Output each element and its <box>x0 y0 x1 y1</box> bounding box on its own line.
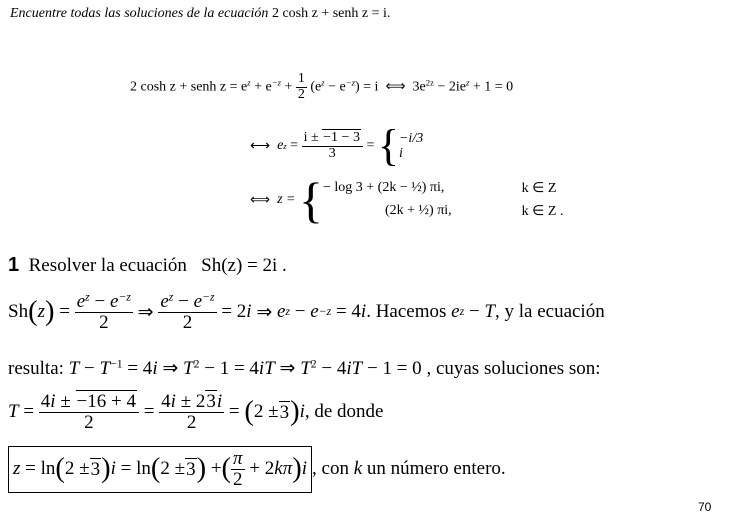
line2-arrow: ⟷ <box>250 138 271 154</box>
line1-paren-c: ) = i <box>355 79 379 95</box>
case-2b: (2k + ½) πi, <box>384 203 452 218</box>
sol-line3-tail: , de donde <box>304 401 384 423</box>
sh-fraction-1: $\frac{e^z - e^{-z}}{2}$ <box>76 290 131 333</box>
solution-line-4 <box>8 446 506 493</box>
page-number: 70 <box>698 500 712 514</box>
derivation-line-2: ⟷ e z = $\frac{i \pm -1 - 3}{3}$ = { −i/3 i <box>250 121 424 170</box>
cases-1 <box>399 131 423 162</box>
cases-2 <box>323 180 563 220</box>
line1-mid-b: + <box>280 79 296 95</box>
root-fraction-den: 3 <box>328 145 336 161</box>
problem-statement <box>10 6 390 22</box>
half-num: 1 <box>297 71 305 86</box>
sol-line1-tail: . Hacemos <box>366 301 447 323</box>
case-1b: i <box>398 146 403 161</box>
line2-lhs: e <box>277 138 284 153</box>
problem-2-header <box>8 254 287 277</box>
sh-fraction-2: $\frac{e^z - e^{-z}}{2}$ <box>160 290 215 333</box>
case-2a: − log 3 + (2k − ½) πi, <box>322 180 445 195</box>
root-sqrt: −1 − 3 <box>323 129 360 145</box>
solution-line-2: resulta: $T - T^{-1} = 4i$ ⇒ $T^2 - 1 = 4iT$ ⇒ $T^2 - 4iT - 1 = 0$ , cuyas soluciones son: <box>8 357 601 379</box>
boxed-result: z = ln ( 2 ± 3 ) i = ln ( 2 ± 3 ) + ( $\frac{\pi}{2}$ + 2 kπ ) i <box>8 446 312 493</box>
sol-line2-head: resulta: <box>8 358 64 379</box>
line1-paren-b: − e <box>324 79 346 95</box>
root-fraction-num <box>302 131 363 147</box>
line1-lhs: 2 cosh z + senh z = e <box>130 79 248 95</box>
sol-line4-k: k <box>353 458 363 480</box>
derivation-line-1: 2 cosh z + senh $z = e^z + e^{-z}$ + $\frac{1}{2}$ $(e^z - e^{-z}) = i$ ⟺ $3e^{2z} - 2ie^z + 1 = 0$ <box>130 71 514 102</box>
line1-paren: (e <box>310 79 322 95</box>
line1-rhs-b: − 2ie <box>433 79 466 95</box>
line3-iff: ⟺ <box>250 192 271 208</box>
t-fraction-2: $\frac{4i \pm 23i}{2}$ <box>161 391 223 433</box>
case-1a: −i/3 <box>398 130 424 146</box>
line2-eq: = <box>286 138 302 153</box>
sol-line4-end: un número entero. <box>366 458 506 480</box>
problem-text: Encuentre todas las soluciones de la ecuación <box>10 6 269 21</box>
half-fraction <box>296 72 307 102</box>
root-fraction <box>302 131 363 161</box>
iff-arrow: ⟺ <box>385 79 406 95</box>
solution-line-1: Sh ( z ) = $\frac{e^z - e^{-z}}{2}$ ⇒ $\frac{e^z - e^{-z}}{2}$ = 2 i ⇒ e z − e −z = 4 i . Hacemos e z − T , y la ecuación <box>8 290 605 333</box>
sol-line4-tail: , con <box>312 458 349 480</box>
problem-equation: 2 cosh z + senh z = i. <box>271 6 391 21</box>
half-den: 2 <box>297 86 305 102</box>
problem-2-equation: Sh(z) = 2i . <box>201 255 287 276</box>
sol-line1-tail2: , y la ecuación <box>494 301 605 323</box>
derivation-line-3 <box>250 172 564 228</box>
line1-rhs-c: + 1 = 0 <box>469 79 514 95</box>
brace-left-2: { <box>298 172 323 228</box>
case-2b-cond: k ∈ Z . <box>521 204 564 219</box>
t-fraction-1: $\frac{4i \pm -16 + 4}{2}$ <box>39 392 139 433</box>
problem-2-statement: Resolver la ecuación <box>28 255 187 276</box>
sol-line2-tail: , cuyas soluciones son: <box>426 358 601 379</box>
case-2a-cond: k ∈ Z <box>521 181 557 196</box>
problem-number: 1 <box>8 254 20 276</box>
root-num-a: i ± <box>303 129 323 145</box>
brace-left: { <box>377 121 399 170</box>
line1-rhs: 3e <box>412 79 426 95</box>
line3-lhs: z = <box>277 192 296 207</box>
line1-mid-a: + e <box>250 79 272 95</box>
solution-line-3: T = $\frac{4i \pm -16 + 4}{2}$ = $\frac{4i \pm 23i}{2}$ = ( 2 ± 3 ) i , de donde <box>8 391 384 433</box>
pi-fraction: $\frac{\pi}{2}$ <box>233 448 243 490</box>
